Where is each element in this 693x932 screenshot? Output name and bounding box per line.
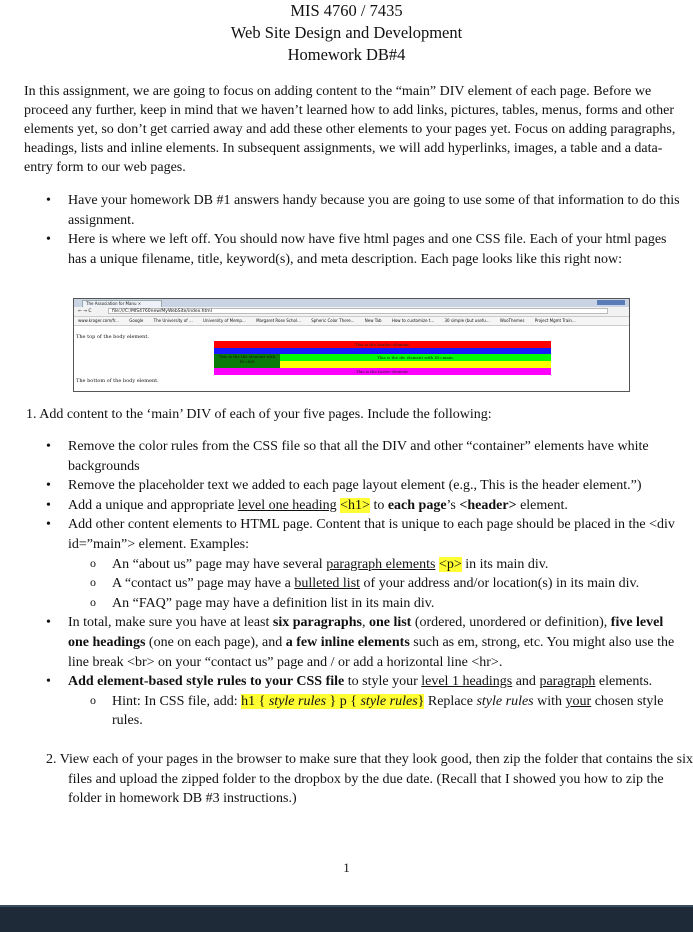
sub-list-item: o An “FAQ” page may have a definition list in its main div. xyxy=(0,594,693,614)
browser-url-bar xyxy=(74,307,629,317)
footer-element-block: This is the footer element. xyxy=(214,368,551,375)
course-code: MIS 4760 / 7435 xyxy=(290,1,403,20)
page-number: 1 xyxy=(343,860,350,875)
step-2-paragraph: 2. View each of your pages in the browser to make sure that they look good, then zip the folder that contains the six files and upload the zipped folder to the dropbox by the due date. (Recall that I showed you how to zip the folder in homework DB #3 instructions.) xyxy=(46,752,693,807)
browser-screenshot-image xyxy=(73,298,630,392)
list-item: • Add element-based style rules to your CSS file to style your level 1 headings and paragraph elements. xyxy=(0,672,693,692)
taskbar-border xyxy=(0,905,693,907)
intro-paragraph: In this assignment, we are going to focus on adding content to the “main” DIV element of each page. Before we proceed any further, keep in mind that we haven’t learned how to add links, pictures, tables, menus, forms and other elements yet, so don’t get carried away and add these other elements to your pages yet. Focus on adding paragraphs, headings, lists and inline elements. In subsequent assignments, we will add hyperlinks, images, a table and a data-entry form to our web pages. xyxy=(24,84,676,175)
bookmark-item: Google xyxy=(129,318,144,323)
bookmark-item: New Tab xyxy=(364,318,382,323)
header-element-block: This is the header element. xyxy=(214,341,551,348)
body-top-text: The top of the body element. xyxy=(76,334,150,340)
sub-list-item: o A “contact us” page may have a bulleted list of your address and/or location(s) in its main div. xyxy=(0,574,693,594)
document-title xyxy=(0,0,693,66)
bookmarks-bar xyxy=(74,317,629,326)
bookmark-item: WooThemes xyxy=(499,318,525,323)
browser-tab-bar xyxy=(74,299,629,307)
step-1-heading: 1. Add content to the ‘main’ DIV of each of your five pages. Include the following: xyxy=(26,407,492,422)
sub-list-item: o Hint: In CSS file, add: h1 { style rules } p { style rules} Replace style rules with your chosen style rules. xyxy=(0,692,693,731)
list-item: • Here is where we left off. You should now have five html pages and one CSS file. Each of your html pages has a unique filename, title, keyword(s), and meta description. Each page looks like this right now: xyxy=(0,230,693,269)
list-item: • Add other content elements to HTML page. Content that is unique to each page should be placed in the <div id=”main”> element. Examples: xyxy=(0,515,693,554)
list-item: • In total, make sure you have at least six paragraphs, one list (ordered, unordered or definition), five level one headings (one on each page), and a few inline elements such as em, strong, etc. You might also use the line break <br> on your “contact us” page and / or add a horizontal line <hr>. xyxy=(0,613,693,672)
bookmark-item: Spheric Color There... xyxy=(311,318,355,323)
bookmark-item: Project Mgmt Train... xyxy=(534,318,576,323)
content-row xyxy=(214,354,551,368)
taskbar xyxy=(0,905,693,932)
bookmark-item: 30 simple (but usefu... xyxy=(444,318,490,323)
window-controls xyxy=(597,300,625,305)
nav-arrows-icon: ← → C xyxy=(78,309,92,314)
bookmark-item: Margaret Rose Schol... xyxy=(256,318,301,323)
browser-tab: The Association for Manu × xyxy=(82,300,162,307)
bookmark-item: The University of ... xyxy=(153,318,193,323)
bookmark-item: University of Memp... xyxy=(203,318,246,323)
bookmark-item: www.kroger.com/fr... xyxy=(78,318,119,323)
list-item: • Remove the placeholder text we added to each page layout element (e.g., This is the header element.”) xyxy=(0,476,693,496)
left-element-block: This is the the element with ID=left xyxy=(214,354,280,368)
list-item: • Add a unique and appropriate level one heading <h1> to each page’s <header> element. xyxy=(0,496,693,516)
main-element-block: This is the div element with ID=main. xyxy=(280,354,551,361)
aside-element-block xyxy=(280,361,551,368)
course-name: Web Site Design and Development xyxy=(230,23,463,42)
bookmark-item: How to customize t... xyxy=(391,318,435,323)
step-1-list xyxy=(0,437,693,731)
list-item: • Remove the color rules from the CSS file so that all the DIV and other “container” elements have white backgrounds xyxy=(0,437,693,476)
body-bottom-text: The bottom of the body element. xyxy=(76,378,159,384)
top-bullet-list xyxy=(0,191,693,269)
url-field: file:///C:/MIS4760new/MyWebSite/index.html xyxy=(108,308,608,314)
sub-list-item: o An “about us” page may have several paragraph elements <p> in its main div. xyxy=(0,555,693,575)
homework-title: Homework DB#4 xyxy=(287,45,406,64)
list-item: • Have your homework DB #1 answers handy because you are going to use some of that information to do this assignment. xyxy=(0,191,693,230)
